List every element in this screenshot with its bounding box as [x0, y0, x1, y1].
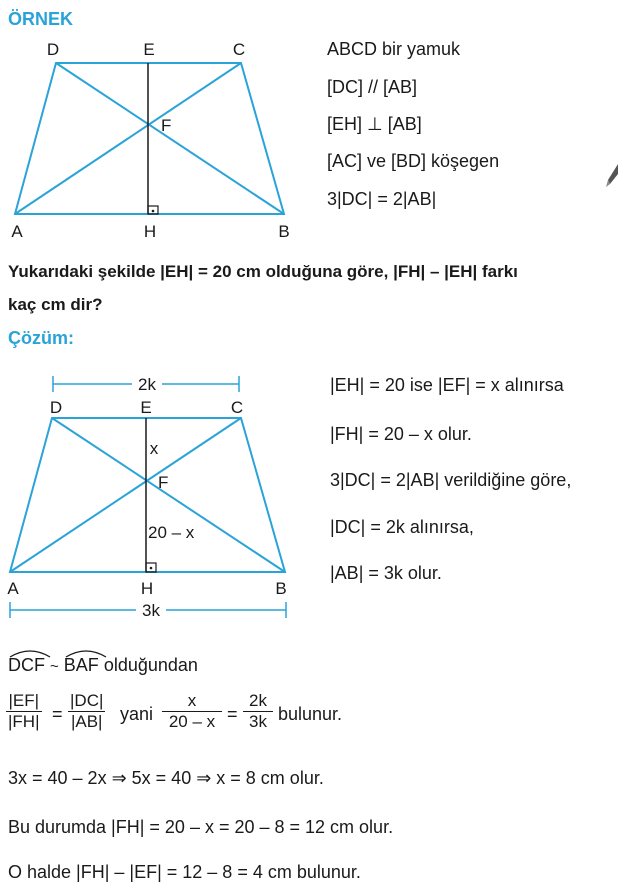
label-B: B [278, 222, 290, 241]
note-2: |FH| = 20 – x olur. [330, 424, 472, 444]
bottom-dimension-3k: 3k [142, 601, 160, 620]
label-B-solution: B [275, 579, 287, 598]
step-1: 3x = 40 – 2x ⇒ 5x = 40 ⇒ x = 8 cm olur. [8, 768, 324, 788]
fraction-ef-fh: $\frac{|EF|}{|FH|}$ [8, 691, 40, 731]
given-2: [DC] // [AB] [327, 77, 418, 97]
pencil-icon [604, 162, 618, 188]
fraction-dc-ab: $\frac{|DC|}{|AB|}$ [70, 691, 104, 731]
diagonal-ac-solution [10, 418, 241, 572]
given-3: [EH] ⊥ [AB] [327, 114, 422, 134]
fraction-2k-3k: $\frac{2k}{3k}$ [243, 691, 273, 732]
similar-symbol: ~ [50, 658, 59, 675]
note-1: |EH| = 20 ise |EF| = x alınırsa [330, 375, 564, 395]
top-dimension-2k: 2k [138, 375, 156, 394]
solution-heading: Çözüm: [8, 328, 74, 348]
question-line-1: Yukarıdaki şekilde |EH| = 20 cm olduğuna göre, |FH| – |EH| farkı [8, 262, 518, 281]
solution-trapezoid-figure [0, 365, 310, 625]
label-x: x [149, 439, 159, 458]
example-trapezoid-figure [0, 36, 310, 246]
result-text: bulunur. [278, 704, 343, 724]
question-line-2: kaç cm dir? [8, 295, 103, 314]
label-C-solution: C [230, 398, 244, 417]
trapezoid-outline-solution [10, 418, 285, 572]
given-5: 3|DC| = 2|AB| [327, 189, 437, 209]
given-1: ABCD bir yamuk [327, 39, 461, 59]
similarity-text: olduğundan [103, 655, 198, 675]
note-5: |AB| = 3k olur. [330, 563, 442, 583]
similarity-line [8, 655, 198, 676]
label-A-solution: A [7, 579, 19, 598]
note-4: |DC| = 2k alınırsa, [330, 517, 474, 537]
example-heading: ÖRNEK [8, 9, 74, 29]
label-20-minus-x: 20 – x [148, 523, 195, 542]
triangle-dcf: DCF [8, 655, 45, 676]
label-F: F [161, 116, 172, 135]
diagonal-bd-solution [52, 418, 285, 572]
label-E-solution: E [140, 398, 152, 417]
note-3: 3|DC| = 2|AB| verildiğine göre, [330, 470, 572, 490]
equals-1: = [52, 704, 63, 724]
label-A: A [11, 222, 23, 241]
triangle-baf: BAF [64, 655, 99, 676]
trapezoid-outline [15, 63, 284, 214]
label-F-solution: F [158, 473, 169, 492]
fraction-x-20mx: $\frac{x}{20 - x}$ [162, 691, 222, 732]
label-H-solution: H [140, 579, 154, 598]
diagonal-bd [56, 63, 284, 214]
yani-text: yani [120, 704, 154, 724]
step-3: O halde |FH| – |EF| = 12 – 8 = 4 cm bulunur. [8, 862, 361, 882]
label-E: E [143, 40, 155, 59]
step-2: Bu durumda |FH| = 20 – x = 20 – 8 = 12 cm olur. [8, 817, 394, 837]
label-H: H [143, 222, 157, 241]
label-D-solution: D [49, 398, 63, 417]
label-C: C [232, 40, 246, 59]
label-D: D [46, 40, 60, 59]
given-4: [AC] ve [BD] köşegen [327, 151, 500, 171]
equals-2: = [227, 704, 238, 724]
